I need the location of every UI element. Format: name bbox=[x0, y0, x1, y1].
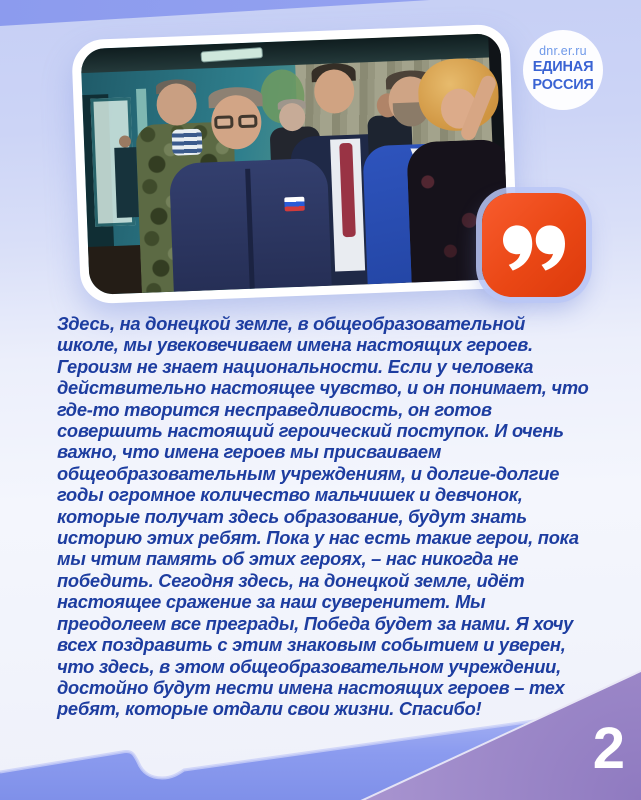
logo-party-name-line2: РОССИЯ bbox=[532, 76, 594, 93]
photo-card bbox=[71, 24, 519, 305]
party-flag-patch bbox=[284, 197, 305, 212]
double-quote-icon bbox=[503, 225, 565, 271]
quote-text: Здесь, на донецкой земле, в общеобразовательной школе, мы увековечиваем имена настоящих героев. Героизм не знает национальности. Если у человека действительно настоящее чувство, и он понимает, что где-то творится несправедливость, он готов совершить настоящий героический поступок. И очень важно, что имена героев мы присваиваем общеобразовательным учреждениям, и долгие-долгие годы огромное количество мальчишек и девчонок, которые получат здесь образование, будут знать историю этих ребят. Пока у нас есть такие герои, пока мы чтим память об этих героях, – нас никогда не победить. Сегодня здесь, на донецкой земле, идёт настоящее сражение за наш суверенитет. Мы преодолеем все преграды, Победа будет за нами. Я хочу всех поздравить с этим знаковым событием и уверен, что здесь, в этом общеобразовательном учреждении, достойно будут нести имена настоящих героев – тех ребят, которые отдали свои жизни. Спасибо! bbox=[57, 313, 589, 720]
logo-party-name-line1: ЕДИНАЯ bbox=[532, 59, 594, 75]
glasses-icon bbox=[214, 115, 233, 129]
page-number: 2 bbox=[592, 716, 625, 781]
glasses-icon bbox=[238, 114, 257, 128]
quote-badge bbox=[482, 193, 586, 297]
photo-illustration bbox=[80, 33, 509, 295]
background-person bbox=[114, 147, 139, 218]
logo-site-url: dnr.er.ru bbox=[539, 44, 587, 58]
person-camouflage-head bbox=[156, 83, 198, 127]
united-russia-logo bbox=[523, 30, 603, 110]
striped-shirt bbox=[172, 129, 203, 156]
